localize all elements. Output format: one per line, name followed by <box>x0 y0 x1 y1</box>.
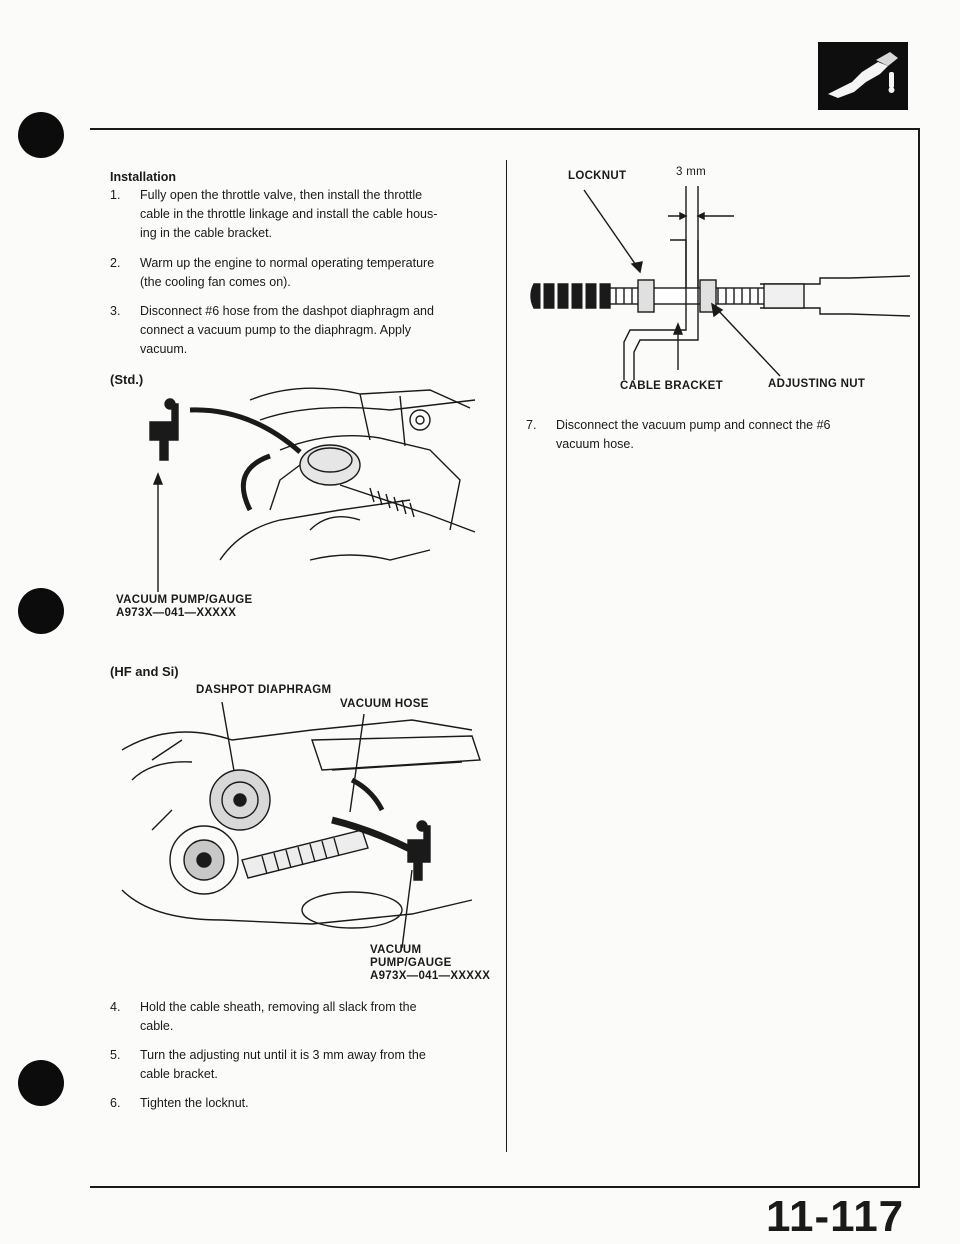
vacuum-hose-label: VACUUM HOSE <box>340 698 429 710</box>
step-number: 2. <box>110 256 121 270</box>
binding-hole <box>18 112 64 158</box>
dashpot-diaphragm-label: DASHPOT DIAPHRAGM <box>196 684 332 696</box>
step-text-line: Disconnect #6 hose from the dashpot diaphragm and <box>140 304 434 318</box>
step-3 <box>110 302 490 362</box>
bottom-rule <box>90 1186 920 1188</box>
step-1 <box>110 186 490 246</box>
step-text-line: Turn the adjusting nut until it is 3 mm away from the <box>140 1048 426 1062</box>
step-6 <box>110 1094 490 1114</box>
step-text-line: vacuum hose. <box>556 437 634 451</box>
step-text-line: Warm up the engine to normal operating temperature <box>140 256 435 270</box>
step-text-line: (the cooling fan comes on). <box>140 275 291 289</box>
figure-variant-label: (Std.) <box>110 372 144 387</box>
step-text-line: ing in the cable bracket. <box>140 226 273 240</box>
step-number: 5. <box>110 1048 121 1062</box>
step-7 <box>526 416 906 456</box>
step-5 <box>110 1046 490 1086</box>
top-rule <box>90 128 920 130</box>
figure-variant-label: (HF and Si) <box>110 664 179 679</box>
step-text-line: Disconnect the vacuum pump and connect the #6 <box>556 418 831 432</box>
step-number: 3. <box>110 304 121 318</box>
cable-adjustment-illustration <box>520 180 910 380</box>
vacuum-pump-label: VACUUM PUMP/GAUGE <box>116 594 253 606</box>
step-text-line: Tighten the locknut. <box>140 1096 249 1110</box>
step-text-line: cable bracket. <box>140 1067 218 1081</box>
binding-hole <box>18 588 64 634</box>
section-heading: Installation <box>110 170 176 184</box>
page-number: 11-117 <box>766 1192 905 1241</box>
hf-engine-illustration <box>112 700 492 956</box>
step-number: 6. <box>110 1096 121 1110</box>
step-number: 1. <box>110 188 121 202</box>
locknut-label: LOCKNUT <box>568 170 627 182</box>
step-text-line: cable in the throttle linkage and install the cable hous- <box>140 207 438 221</box>
column-divider <box>506 160 507 1152</box>
hf-pump-gauge-label: PUMP/GAUGE <box>370 957 452 969</box>
adjusting-nut-label: ADJUSTING NUT <box>768 378 866 390</box>
cable-bracket-label: CABLE BRACKET <box>620 380 723 392</box>
std-engine-illustration <box>130 360 490 600</box>
binding-hole <box>18 1060 64 1106</box>
hf-part-number: A973X—041—XXXXX <box>370 970 491 982</box>
step-number: 4. <box>110 1000 121 1014</box>
fuel-system-icon <box>818 42 908 110</box>
step-text-line: Fully open the throttle valve, then install the throttle <box>140 188 423 202</box>
right-rule <box>918 128 920 1188</box>
step-2 <box>110 254 490 294</box>
step-4 <box>110 998 490 1038</box>
step-number: 7. <box>526 418 537 432</box>
gap-dimension-label: 3 mm <box>676 166 706 178</box>
hf-vacuum-label: VACUUM <box>370 944 422 956</box>
step-text-line: cable. <box>140 1019 174 1033</box>
step-text-line: Hold the cable sheath, removing all slack from the <box>140 1000 417 1014</box>
vacuum-pump-part-number: A973X—041—XXXXX <box>116 607 237 619</box>
step-text-line: connect a vacuum pump to the diaphragm. Apply <box>140 323 411 337</box>
step-text-line: vacuum. <box>140 342 188 356</box>
